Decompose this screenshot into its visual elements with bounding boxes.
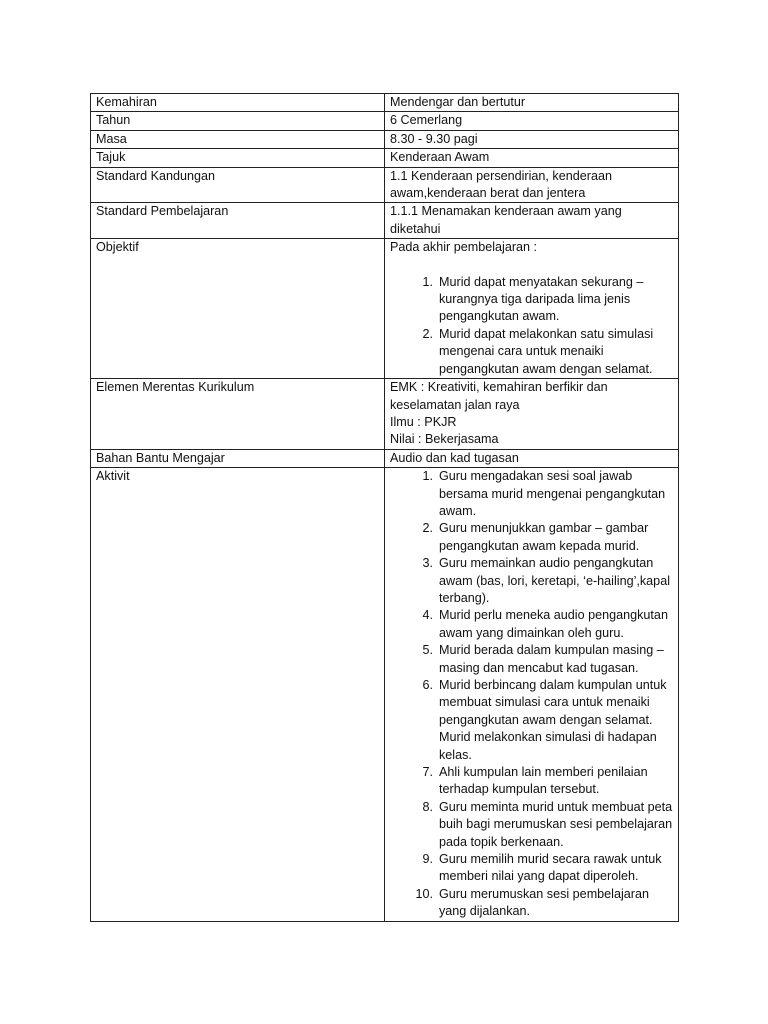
label-bahan: Bahan Bantu Mengajar bbox=[91, 449, 385, 467]
list-item bbox=[390, 607, 674, 642]
list-number: 2. bbox=[422, 521, 433, 536]
list-number: 8. bbox=[422, 799, 433, 814]
table-row-tahun bbox=[91, 112, 679, 130]
list-item bbox=[390, 764, 674, 799]
list-number: 1. bbox=[422, 469, 433, 484]
label-aktiviti: Aktivit bbox=[91, 468, 385, 922]
objektif-intro: Pada akhir pembelajaran : bbox=[390, 240, 538, 255]
table-row-standard-kandungan bbox=[91, 167, 679, 203]
value-tajuk: Kenderaan Awam bbox=[385, 149, 679, 167]
list-item bbox=[390, 799, 674, 851]
label-objektif: Objektif bbox=[91, 239, 385, 379]
aktiviti-list bbox=[390, 468, 674, 921]
list-number: 3. bbox=[422, 556, 433, 571]
list-number: 2. bbox=[422, 326, 433, 341]
label-standard-kandungan: Standard Kandungan bbox=[91, 167, 385, 203]
list-text: Guru memilih murid secara rawak untuk memberi nilai yang dapat diperoleh. bbox=[439, 852, 662, 884]
label-tahun: Tahun bbox=[91, 112, 385, 130]
label-masa: Masa bbox=[91, 130, 385, 148]
list-number: 5. bbox=[422, 643, 433, 658]
lesson-plan-table bbox=[90, 93, 679, 922]
table-row-objektif bbox=[91, 239, 679, 379]
list-number: 6. bbox=[422, 678, 433, 692]
label-tajuk: Tajuk bbox=[91, 149, 385, 167]
table-row-bahan bbox=[91, 449, 679, 467]
list-item bbox=[390, 468, 674, 520]
list-text: Murid dapat menyatakan sekurang – kurangnya tiga daripada lima jenis pengangkutan awam. bbox=[439, 274, 644, 324]
list-number: 4. bbox=[422, 608, 433, 623]
list-number: 7. bbox=[422, 765, 433, 780]
label-elemen: Elemen Merentas Kurikulum bbox=[91, 379, 385, 450]
value-objektif bbox=[385, 239, 679, 379]
value-standard-pembelajaran: 1.1.1 Menamakan kenderaan awam yang diketahui bbox=[385, 203, 679, 239]
list-text: Guru mengadakan sesi soal jawab bersama murid mengenai pengangkutan awam. bbox=[439, 469, 666, 518]
value-elemen bbox=[385, 379, 679, 450]
list-text: Murid berbincang dalam kumpulan untuk membuat simulasi cara untuk menaiki pengangkutan awam dengan selamat. Murid melakonkan simulasi di hadapan kelas. bbox=[439, 678, 667, 762]
elemen-ilmu: Ilmu : PKJR bbox=[390, 414, 457, 429]
table-row-masa bbox=[91, 130, 679, 148]
list-number: 9. bbox=[422, 852, 433, 867]
list-item bbox=[390, 851, 674, 886]
list-text: Guru merumuskan sesi pembelajaran yang dijalankan. bbox=[439, 886, 649, 919]
list-number: 1. bbox=[422, 274, 433, 289]
list-item bbox=[390, 642, 674, 677]
elemen-emk: EMK : Kreativiti, kemahiran berfikir dan keselamatan jalan raya bbox=[390, 380, 608, 412]
list-number: 10. bbox=[415, 886, 433, 901]
list-item bbox=[390, 886, 674, 921]
spacer bbox=[390, 257, 674, 274]
table-row-tajuk bbox=[91, 149, 679, 167]
list-item bbox=[390, 326, 674, 378]
list-text: Guru memainkan audio pengangkutan awam (bas, lori, keretapi, ‘e-hailing’,kapal terbang). bbox=[439, 556, 670, 605]
objektif-list bbox=[390, 274, 674, 378]
label-standard-pembelajaran: Standard Pembelajaran bbox=[91, 203, 385, 239]
list-text: Murid berada dalam kumpulan masing – masing dan mencabut kad tugasan. bbox=[439, 643, 664, 675]
list-text: Ahli kumpulan lain memberi penilaian terhadap kumpulan tersebut. bbox=[439, 765, 648, 797]
list-item bbox=[390, 520, 674, 555]
table-row-aktiviti bbox=[91, 468, 679, 922]
list-item bbox=[390, 555, 674, 607]
elemen-nilai: Nilai : Bekerjasama bbox=[390, 432, 499, 447]
value-kemahiran: Mendengar dan bertutur bbox=[385, 94, 679, 112]
table-row-standard-pembelajaran bbox=[91, 203, 679, 239]
table-row-kemahiran bbox=[91, 94, 679, 112]
value-tahun: 6 Cemerlang bbox=[385, 112, 679, 130]
list-text: Guru menunjukkan gambar – gambar pengangkutan awam kepada murid. bbox=[439, 521, 649, 553]
list-item bbox=[390, 677, 674, 764]
table-row-elemen bbox=[91, 379, 679, 450]
label-kemahiran: Kemahiran bbox=[91, 94, 385, 112]
list-text: Murid perlu meneka audio pengangkutan awam yang dimainkan oleh guru. bbox=[439, 608, 668, 640]
value-aktiviti bbox=[385, 468, 679, 922]
list-text: Guru meminta murid untuk membuat peta buih bagi merumuskan sesi pembelajaran pada topik berkenaan. bbox=[439, 799, 673, 849]
list-item bbox=[390, 274, 674, 326]
list-text: Murid dapat melakonkan satu simulasi mengenai cara untuk menaiki pengangkutan awam dengan selamat. bbox=[439, 326, 654, 376]
value-masa: 8.30 - 9.30 pagi bbox=[385, 130, 679, 148]
value-bahan: Audio dan kad tugasan bbox=[385, 449, 679, 467]
value-standard-kandungan: 1.1 Kenderaan persendirian, kenderaan awam,kenderaan berat dan jentera bbox=[385, 167, 679, 203]
